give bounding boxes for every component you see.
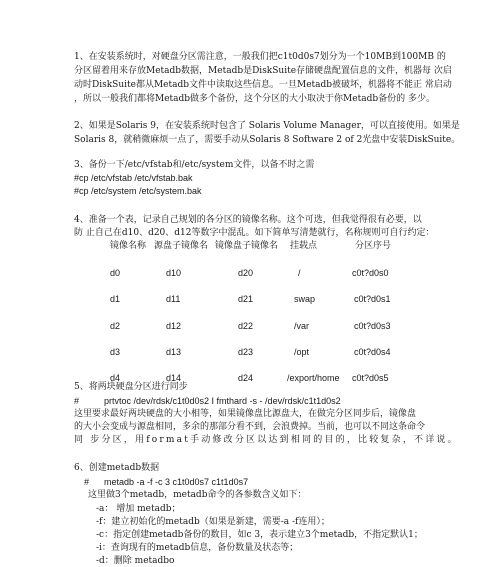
section1-line4: ，所以一般我们都将Metadb做多个备份，这个分区的大小取决于你Metadb备份的 多少。	[74, 94, 435, 104]
section6-line1: 6、创建metadb数据	[74, 463, 160, 473]
cell-source: d13	[166, 347, 182, 357]
section4-line1: 4、准备一个表，记录自己规划的各分区的镜像名称。这个可选，但我觉得很有必要，以	[74, 215, 422, 225]
section5-line4: 同 步分区，用format手动修改分区以达到相同的目的，比较复杂，不详说。	[74, 435, 459, 445]
section1-line1: 1、在安装系统时，对硬盘分区需注意，一般我们把c1t0d0s7划分为一个10MB到100MB 的	[74, 52, 446, 62]
section3-cmd1: #cp /etc/vfstab /etc/vfstab.bak	[74, 173, 193, 183]
cell-slice: c0t?d0s0	[352, 268, 389, 278]
cell-mount: /opt	[294, 347, 310, 357]
header-slice: 分区序号	[355, 241, 392, 251]
header-source-submirror: 源盘子镜像名	[154, 241, 209, 251]
section3-line1: 3、备份一下/etc/vfstab和/etc/system文件，以备不时之需	[74, 160, 315, 170]
section6-cmd: metadb -a -f -c 3 c1t0d0s7 c1t1d0s7	[104, 477, 249, 487]
cell-mount: swap	[294, 294, 316, 304]
cell-mount: /var	[294, 321, 310, 331]
option-f: -f：建立初始化的metadb（如果是新建，需要-a -f连用）；	[96, 517, 330, 527]
cell-mirror: d1	[110, 294, 121, 304]
section5-line2: 这里要求最好两块硬盘的大小相等，如果镜像盘比源盘大，在做完分区同步后，镜像盘	[74, 409, 417, 419]
option-i: -i：查询现有的metadb信息，备份数量及状态等；	[96, 543, 299, 553]
cell-source: d14	[166, 373, 182, 383]
cell-mount: /export/home	[287, 373, 340, 383]
option-a: -a： 增加 metadb；	[96, 504, 181, 514]
section6-line2: 这里做3个metadb，metadb命令的各参数含义如下：	[88, 490, 307, 500]
option-c: -c：指定创建metadb备份的数目，如c 3，表示建立3个metadb，不指定默认1；	[96, 530, 423, 540]
section5-cmd-hash: #	[74, 396, 80, 406]
cell-mirror: d2	[110, 321, 121, 331]
section1-line3: 动时DiskSuite都从Metadb文件中读取这些信息。一旦Metadb被破坏，机器将不能正 常启动	[74, 80, 452, 90]
cell-slice: c0t?d0s4	[354, 347, 391, 357]
cell-source: d11	[166, 294, 181, 304]
cell-target: d20	[238, 268, 254, 278]
cell-slice: c0t?d0s1	[354, 294, 391, 304]
header-mount-point: 挂载点	[290, 241, 318, 251]
cell-mount: /	[298, 268, 301, 278]
cell-target: d21	[238, 294, 254, 304]
cell-target: d24	[238, 373, 254, 383]
section2-line1: 2、如果是Solaris 9，在安装系统时包含了 Solaris Volume Manager，可以直接使用。如果是	[74, 121, 460, 131]
section5-cmd: prtvtoc /dev/rdsk/c1t0d0s2 I fmthard -s - /dev/rdsk/c1t1d0s2	[104, 396, 341, 406]
section5-line3: 的大小会变成与源盘相同，多余的那部分看不到，会浪费掉。当前，也可以不同这条命令	[74, 422, 426, 432]
cell-source: d12	[166, 321, 182, 331]
header-target-submirror: 镜像盘子镜像名	[215, 241, 279, 251]
cell-mirror: d4	[110, 373, 121, 383]
option-d: -d：删除 metadbo	[96, 556, 175, 566]
cell-mirror: d3	[110, 347, 121, 357]
section3-cmd2: #cp /etc/system /etc/system.bak	[74, 186, 202, 196]
cell-target: d23	[238, 347, 254, 357]
cell-source: d10	[166, 268, 182, 278]
section4-line2: 防 止自己在d10、d20、d12等数字中混乱。如下简单写清楚就行，名称规则可自行约定：	[74, 228, 435, 238]
section2-line2: Solaris 8，就稍微麻烦一点了，需要手动从Solaris 8 Software 2 of 2光盘中安装DiskSuite。	[74, 135, 461, 145]
cell-target: d22	[238, 321, 254, 331]
cell-slice: c0t?d0s3	[354, 321, 391, 331]
section1-line2: 分区留着用来存放Metadb数据，Metadb是DiskSuite存储硬盘配置信息的文件，机器每 次启	[74, 66, 452, 76]
cell-slice: c0t?d0s5	[352, 373, 389, 383]
header-mirror-name: 镜像名称	[110, 241, 147, 251]
section6-cmd-hash: #	[84, 477, 90, 487]
cell-mirror: d0	[110, 268, 121, 278]
section5-line1: 5、将两块硬盘分区进行同步	[74, 382, 188, 392]
